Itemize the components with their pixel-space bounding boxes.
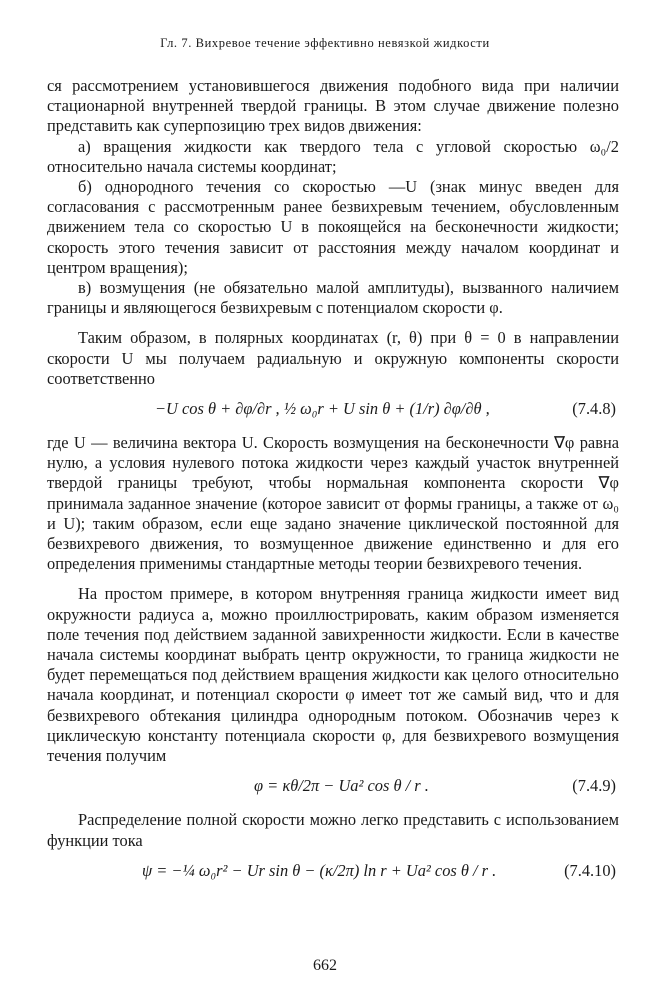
paragraph-example: На простом примере, в котором внутренняя граница жидкости имеет вид окружности радиуса a, можно проиллюстрировать, каким образом изменяется поле течения под действием заданной завихренности жидкости. Если в качестве начала системы координат выбрать центр окружности, то граница жидкости не будет перемещаться под действием вращения жидкости как целого относительно начала координат, и потенциал скорости φ имеет тот же самый вид, что и для безвихревого обтекания цилиндра однородным потоком. Обозначив через κ циклическую константу потенциала скорости φ, для безвихревого возмущения течения получим — [47, 584, 619, 766]
list-item-b: б) однородного течения со скоростью —U (знак минус введен для согласования с рассмотренным ранее безвихревым течением, обусловленным движением тела со скоростью U в покоящейся на бесконечности жидкости; скорость этого течения зависит от расстояния между началом координат и центром вращения); — [47, 177, 619, 277]
equation-7-4-10 — [47, 854, 619, 890]
paragraph-where: где U — величина вектора U. Скорость возмущения на бесконечности ∇φ равна нулю, а условия нулевого потока жидкости через каждый участок внутренней твердой границы требуют, чтобы нормальная компонента скорости ∇φ принимала заданное значение (которое зависит от формы границы, а также от ω₀ и U); таким образом, если еще задано значение циклической постоянной для безвихревого движения, то возмущенное движение единственно и для его определения применимы стандартные методы теории безвихревого течения. — [47, 433, 619, 574]
list-item-c: в) возмущения (не обязательно малой амплитуды), вызванного наличием границы и являющегося безвихревым с потенциалом скорости φ. — [47, 278, 619, 318]
equation-number: (7.4.8) — [572, 399, 616, 419]
equation-expression: −U cos θ + ∂φ/∂r , ½ ω₀r + U sin θ + (1/r) ∂φ/∂θ , — [155, 399, 490, 419]
equation-7-4-9 — [47, 769, 619, 805]
equation-expression: φ = κθ/2π − Ua² cos θ / r . — [254, 776, 429, 796]
running-header: Гл. 7. Вихревое течение эффективно невязкой жидкости — [160, 36, 490, 50]
equation-7-4-8 — [47, 392, 619, 428]
paragraph-continuation: ся рассмотрением установившегося движения подобного вида при наличии стационарной внутренней твердой границы. В этом случае движение полезно представить как суперпозицию трех видов движения: — [47, 76, 619, 136]
page-number: 662 — [313, 957, 337, 974]
paragraph-distribution: Распределение полной скорости можно легко представить с использованием функции тока — [47, 810, 619, 850]
page-body — [47, 76, 619, 895]
equation-number: (7.4.10) — [564, 860, 616, 880]
equation-expression: ψ = −¼ ω₀r² − Ur sin θ − (κ/2π) ln r + Ua² cos θ / r . — [142, 860, 497, 880]
list-item-a: а) вращения жидкости как твердого тела с угловой скоростью ω₀/2 относительно начала системы координат; — [47, 136, 619, 176]
equation-number: (7.4.9) — [572, 776, 616, 796]
paragraph-polar: Таким образом, в полярных координатах (r, θ) при θ = 0 в направлении скорости U мы получаем радиальную и окружную компоненты скорости соответственно — [47, 328, 619, 388]
